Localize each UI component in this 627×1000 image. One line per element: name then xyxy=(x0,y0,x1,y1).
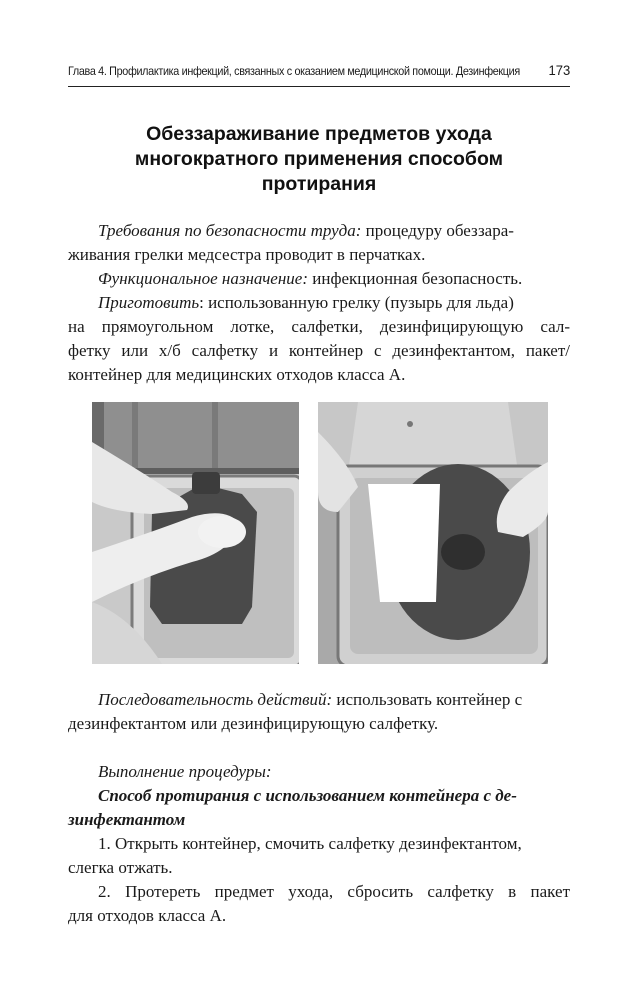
method-heading-line-2: зинфектантом xyxy=(68,810,186,829)
prepare-line-4: контейнер для медицинских отходов класса А. xyxy=(68,365,406,384)
prepare-line-3: фетку или х/б салфетку и контейнер с дезинфектантом, пакет/ xyxy=(68,341,570,360)
photo-hot-water-bottle xyxy=(92,402,299,664)
page-number: 173 xyxy=(548,62,571,78)
header-rule xyxy=(68,86,570,87)
wiping-tray-illustration xyxy=(318,402,548,664)
step-1-line-1: 1. Открыть контейнер, смочить салфетку дезинфектантом, xyxy=(98,834,522,853)
running-header xyxy=(68,62,570,82)
title-line-3: протирания xyxy=(261,173,377,195)
prepare-label: Приготовить xyxy=(98,293,200,312)
step-2-line-1: 2. Протереть предмет ухода, сбросить салфетку в пакет xyxy=(98,882,570,901)
title-line-1: Обеззараживание предметов ухода xyxy=(146,123,492,145)
method-heading-line-1: Способ протирания с использованием контейнера с де- xyxy=(98,786,517,805)
purpose-line xyxy=(98,267,570,291)
prepare-line-1 xyxy=(98,291,570,315)
title-line-2: многократного применения способом xyxy=(134,148,504,170)
chapter-title: Глава 4. Профилактика инфекций, связанных с оказанием медицинской помощи. Дезинфекция xyxy=(68,65,520,78)
safety-label: Требования по безопасности труда: xyxy=(98,221,362,240)
safety-line-2: живания грелки медсестра проводит в перчатках. xyxy=(68,245,426,264)
safety-line-1 xyxy=(98,219,570,243)
purpose-text: инфекционная безопасность. xyxy=(308,269,523,288)
sequence-line-2: дезинфектантом или дезинфицирующую салфетку. xyxy=(68,714,439,733)
photo-wiping-tray xyxy=(318,402,548,664)
procedure-heading: Выполнение процедуры: xyxy=(98,762,272,781)
step-1-line-2: слегка отжать. xyxy=(68,858,173,877)
purpose-label: Функциональное назначение: xyxy=(98,269,308,288)
sequence-text-1: использовать контейнер с xyxy=(332,690,523,709)
prepare-line-2: на прямоугольном лотке, салфетки, дезинфицирующую сал- xyxy=(68,317,570,336)
sequence-line-1 xyxy=(98,688,570,712)
sequence-label: Последовательность действий: xyxy=(98,690,333,709)
prepare-text-1: : использованную грелку (пузырь для льда) xyxy=(199,293,514,312)
safety-text-1: процедуру обеззара- xyxy=(361,221,514,240)
section-title xyxy=(68,122,570,197)
hot-water-bottle-illustration xyxy=(92,402,299,664)
step-2-line-2: для отходов класса А. xyxy=(68,906,227,925)
